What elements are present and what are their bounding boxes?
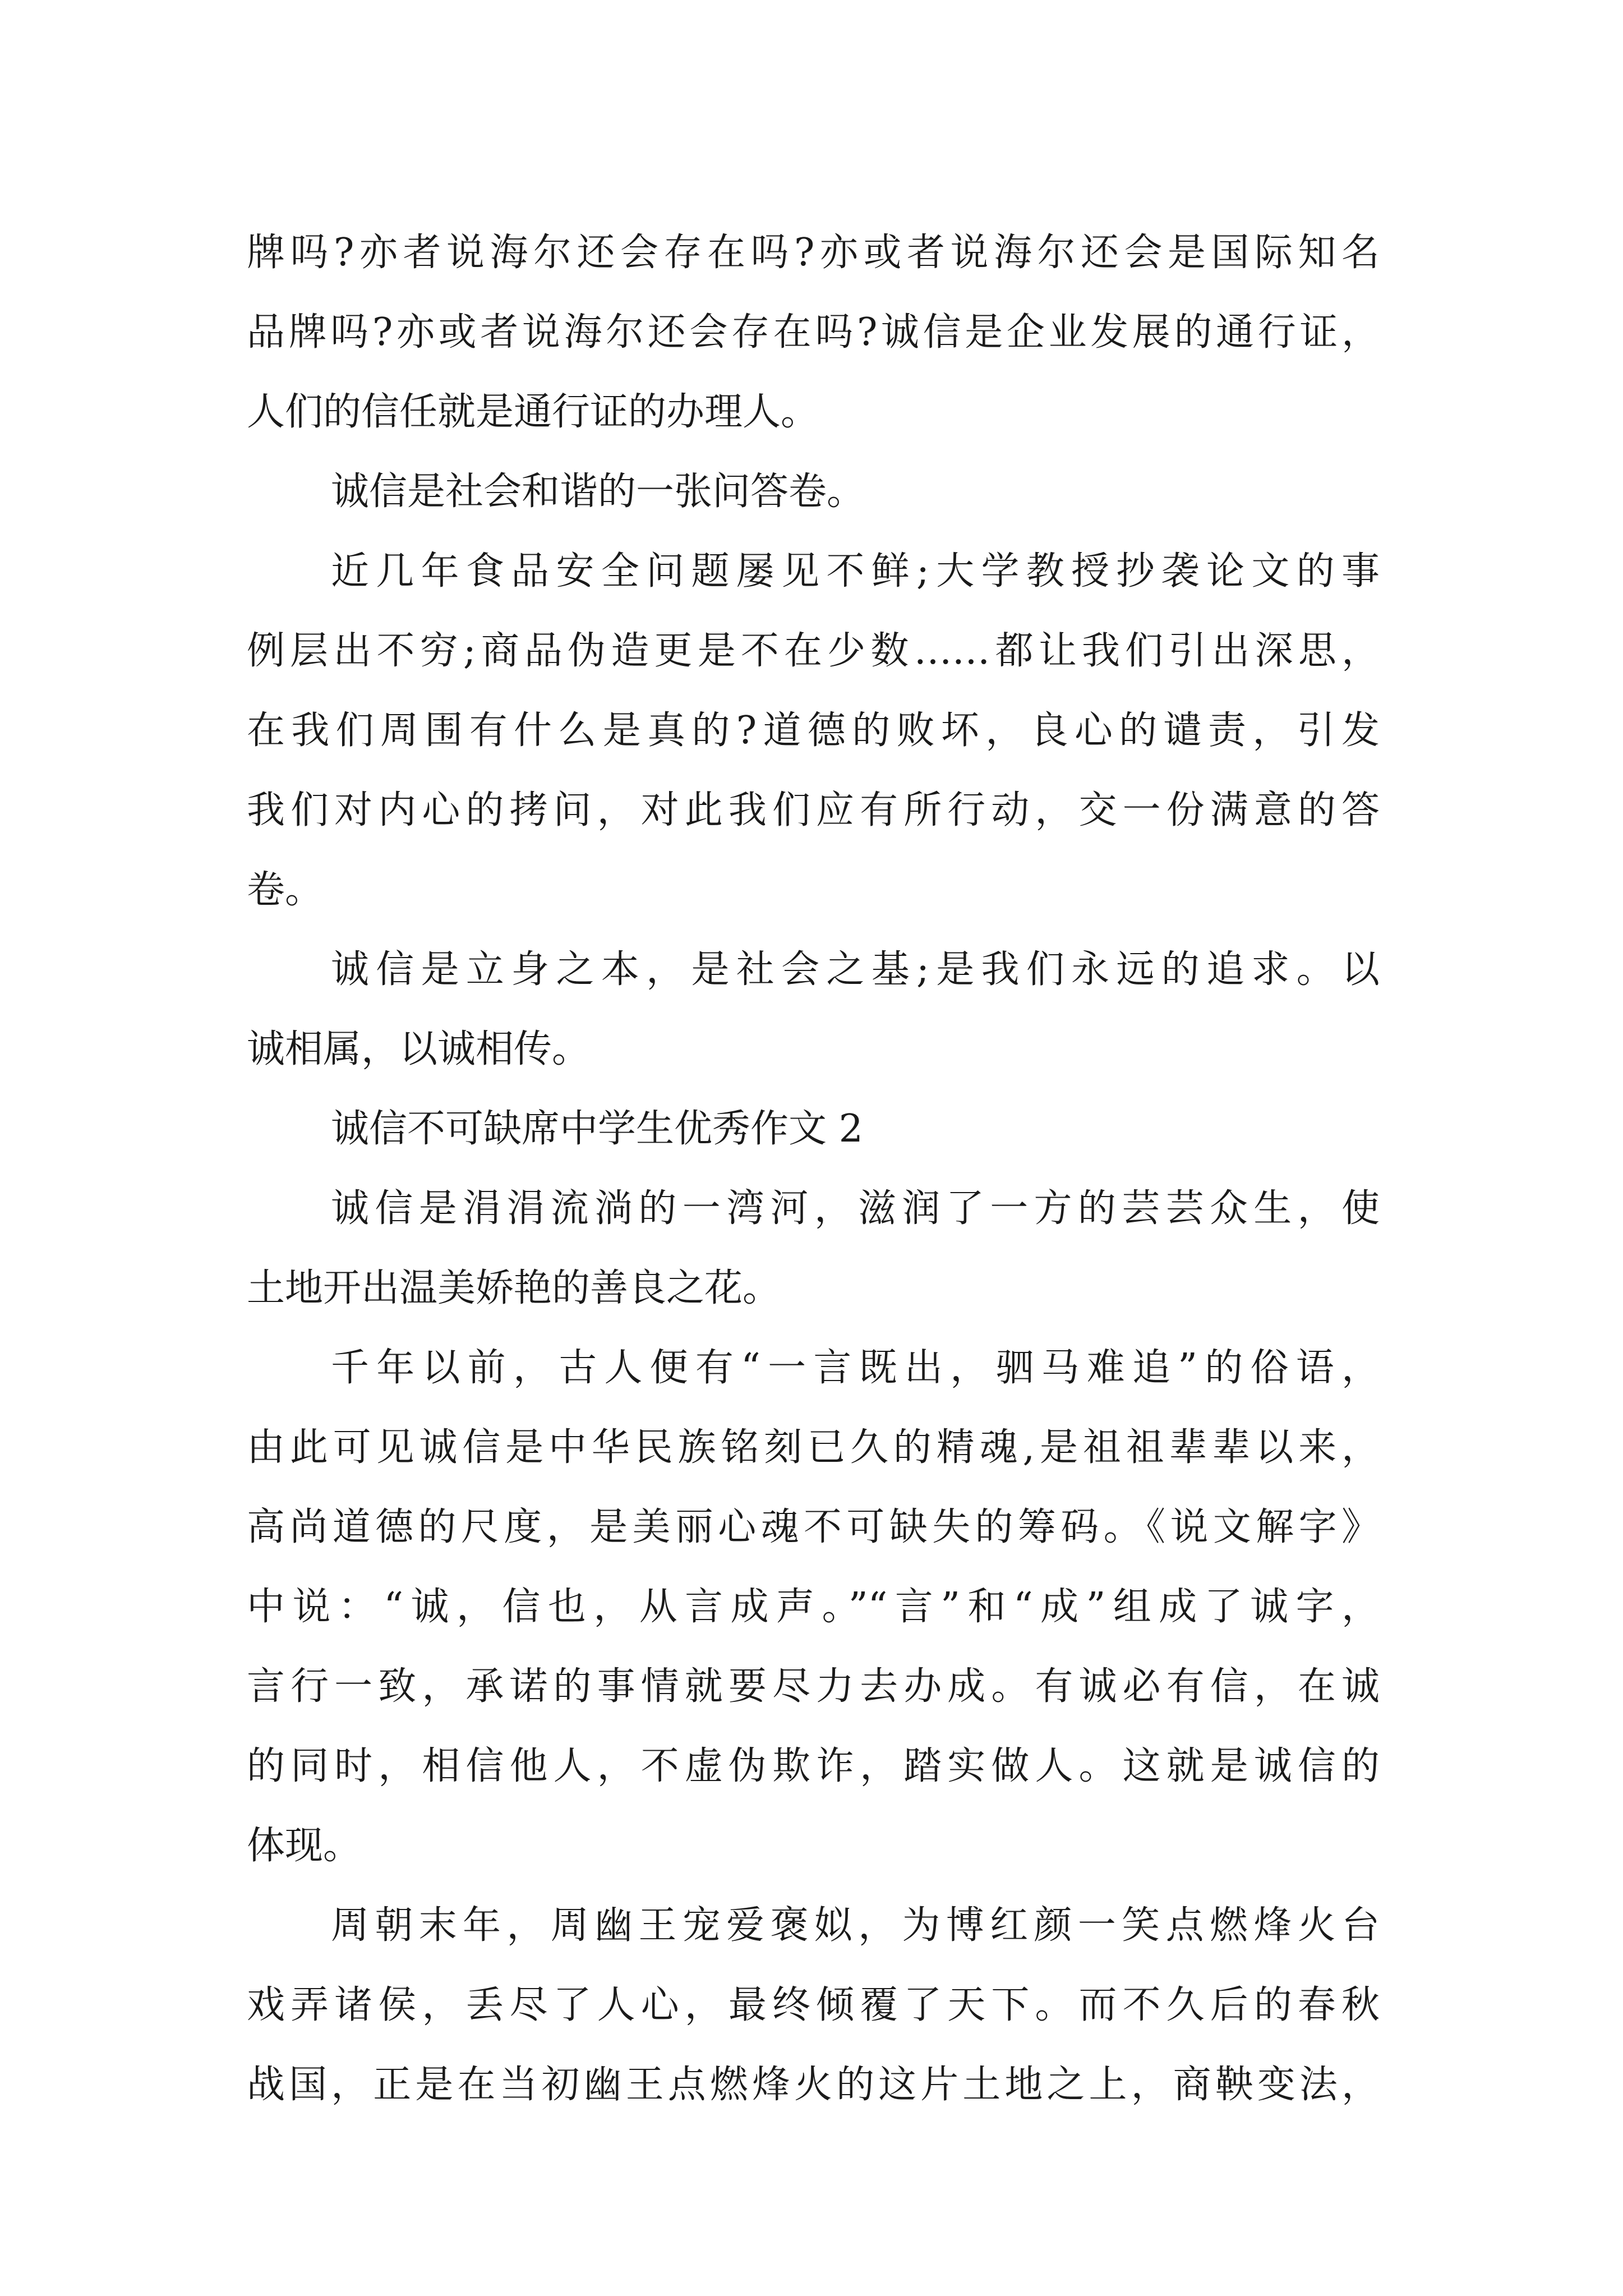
text-line: 卷。 bbox=[247, 868, 324, 912]
text-line: 体现。 bbox=[247, 1824, 362, 1868]
section-title: 诚信不可缺席中学生优秀作文 2 bbox=[331, 1107, 863, 1151]
text-line: 近几年食品安全问题屡见不鲜;大学教授抄袭论文的事 bbox=[331, 549, 1380, 593]
text-line: 战国，正是在当初幽王点燃烽火的这片土地之上，商鞅变法， bbox=[247, 2063, 1380, 2107]
text-line: 言行一致，承诺的事情就要尽力去办成。有诚必有信，在诚 bbox=[247, 1664, 1380, 1709]
text-line: 品牌吗?亦或者说海尔还会存在吗?诚信是企业发展的通行证， bbox=[247, 310, 1380, 355]
text-line: 在我们周围有什么是真的?道德的败坏，良心的谴责，引发 bbox=[247, 708, 1380, 753]
text-line: 高尚道德的尺度，是美丽心魂不可缺失的筹码。《说文解字》 bbox=[247, 1505, 1380, 1549]
text-line: 牌吗?亦者说海尔还会存在吗?亦或者说海尔还会是国际知名 bbox=[247, 231, 1380, 275]
text-line: 诚信是立身之本，是社会之基;是我们永远的追求。以 bbox=[331, 947, 1380, 992]
text-line: 我们对内心的拷问，对此我们应有所行动，交一份满意的答 bbox=[247, 788, 1380, 832]
text-line: 戏弄诸侯，丢尽了人心，最终倾覆了天下。而不久后的春秋 bbox=[247, 1983, 1380, 2027]
text-line: 人们的信任就是通行证的办理人。 bbox=[247, 390, 819, 434]
body-text bbox=[247, 213, 1380, 2125]
text-line: 诚相属，以诚相传。 bbox=[247, 1027, 591, 1071]
text-line: 例层出不穷;商品伪造更是不在少数……都让我们引出深思， bbox=[247, 629, 1380, 673]
text-line: 土地开出温美娇艳的善良之花。 bbox=[247, 1266, 781, 1310]
text-line: 周朝末年，周幽王宠爱褒姒，为博红颜一笑点燃烽火台 bbox=[331, 1903, 1380, 1948]
text-line: 诚信是涓涓流淌的一湾河，滋润了一方的芸芸众生，使 bbox=[331, 1186, 1380, 1231]
text-line: 由此可见诚信是中华民族铭刻已久的精魂,是祖祖辈辈以来， bbox=[247, 1425, 1380, 1470]
text-line: 中说：“诚，信也，从言成声。”“言”和“成”组成了诚字， bbox=[247, 1585, 1380, 1629]
text-line: 千年以前，古人便有“一言既出，驷马难追”的俗语， bbox=[331, 1346, 1380, 1390]
paragraph-heading: 诚信是社会和谐的一张问答卷。 bbox=[331, 470, 865, 514]
text-line: 的同时，相信他人，不虚伪欺诈，踏实做人。这就是诚信的 bbox=[247, 1744, 1380, 1788]
